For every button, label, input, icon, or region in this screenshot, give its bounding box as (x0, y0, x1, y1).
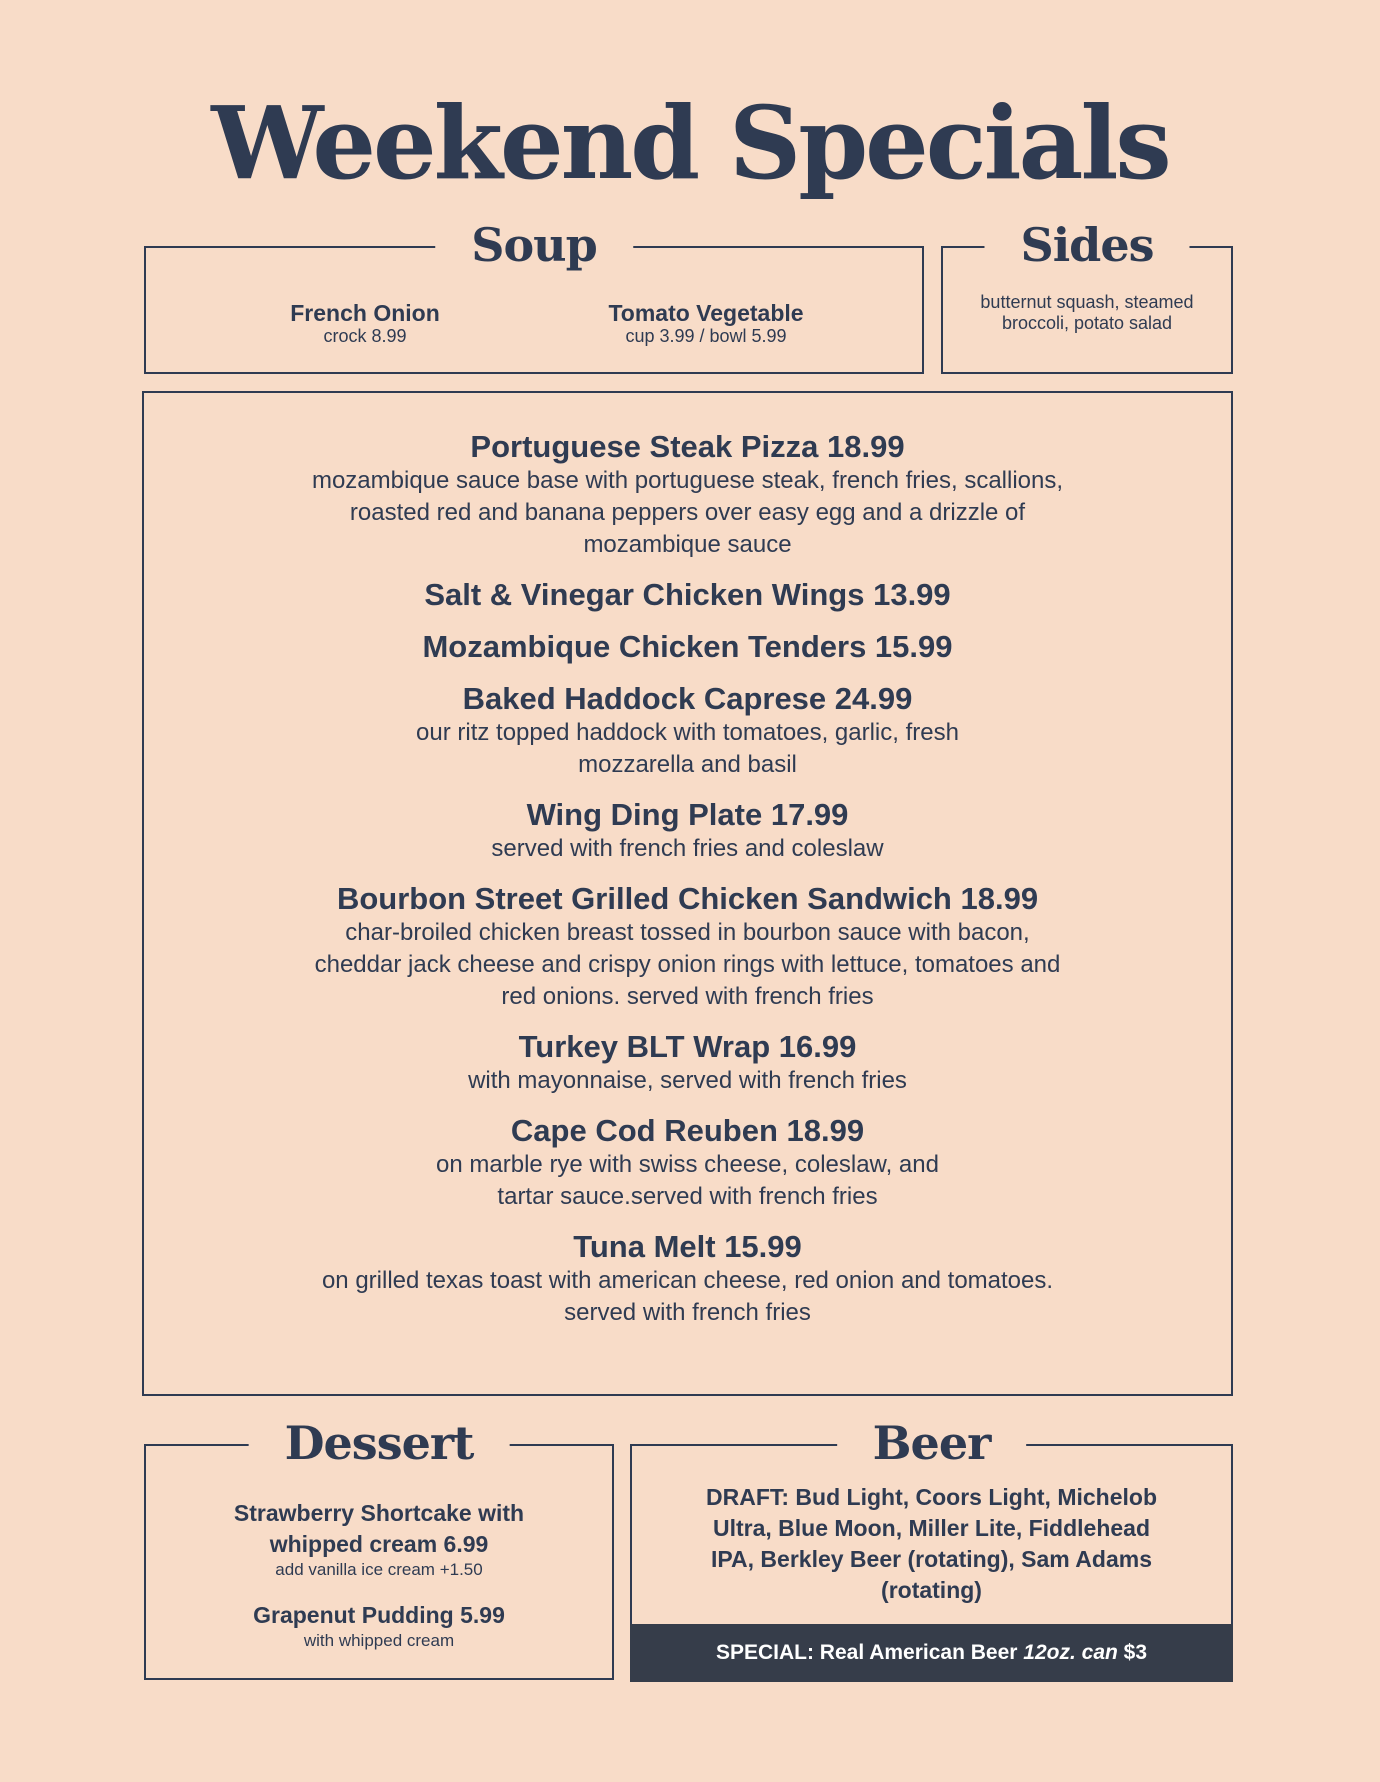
menu-item (144, 797, 1231, 865)
main-specials-section (142, 391, 1233, 1396)
dessert-item-name: Strawberry Shortcake with whipped cream 6.99 (233, 1500, 525, 1557)
menu-item-name: Mozambique Chicken Tenders 15.99 (422, 629, 953, 664)
menu-item (144, 1229, 1231, 1329)
soup-item (215, 300, 515, 346)
menu-item (144, 1029, 1231, 1097)
sides-section (941, 218, 1233, 374)
dessert-item-note: with whipped cream (303, 1631, 455, 1650)
dessert-item-note: add vanilla ice cream +1.50 (275, 1560, 483, 1579)
dessert-item-name: Grapenut Pudding 5.99 (253, 1602, 505, 1628)
beer-special-price: $3 (1117, 1641, 1148, 1664)
dessert-item (146, 1600, 612, 1651)
sides-heading: Sides (984, 216, 1189, 274)
dessert-list (146, 1498, 612, 1671)
menu-item-name: Salt & Vinegar Chicken Wings 13.99 (424, 577, 951, 612)
beer-heading: Beer (837, 1414, 1027, 1472)
main-specials-list (144, 429, 1231, 1345)
menu-item-name: Baked Haddock Caprese 24.99 (462, 681, 913, 716)
menu-item-description: our ritz topped haddock with tomatoes, garlic, fresh mozzarella and basil (416, 719, 959, 778)
page-title: Weekend Specials (211, 84, 1169, 202)
soup-item (556, 300, 856, 346)
soup-item-name: Tomato Vegetable (608, 300, 804, 326)
menu-item (144, 429, 1231, 561)
menu-item-name: Portuguese Steak Pizza 18.99 (470, 429, 905, 464)
menu-item-name: Cape Cod Reuben 18.99 (510, 1113, 865, 1148)
menu-item-description: mozambique sauce base with portuguese steak, french fries, scallions, roasted red and banana peppers over easy egg and a drizzle of mozambique sauce (311, 467, 1064, 558)
menu-item-description: served with french fries and coleslaw (491, 835, 884, 862)
soup-heading: Soup (435, 216, 633, 274)
menu-item (144, 577, 1231, 613)
menu-item-description: with mayonnaise, served with french fries (468, 1067, 907, 1094)
dessert-item (146, 1498, 612, 1580)
menu-item (144, 881, 1231, 1013)
dessert-section (144, 1416, 614, 1680)
menu-item-description: on marble rye with swiss cheese, coleslaw, and tartar sauce.served with french fries (436, 1151, 939, 1210)
soup-item-price: cup 3.99 / bowl 5.99 (625, 326, 787, 346)
soup-section (144, 218, 924, 374)
soup-item-price: crock 8.99 (323, 326, 407, 346)
sides-list: butternut squash, steamed broccoli, potato salad (980, 292, 1194, 333)
menu-item-name: Turkey BLT Wrap 16.99 (518, 1029, 857, 1064)
dessert-heading: Dessert (249, 1414, 510, 1472)
menu-item-name: Wing Ding Plate 17.99 (526, 797, 849, 832)
menu-item-description: on grilled texas toast with american cheese, red onion and tomatoes. served with french fries (321, 1267, 1054, 1326)
menu-item-description: char-broiled chicken breast tossed in bourbon sauce with bacon, cheddar jack cheese and crispy onion rings with lettuce, tomatoes and red onions. served with french fries (314, 919, 1061, 1010)
beer-special-prefix: SPECIAL: Real American Beer (715, 1641, 1024, 1664)
beer-special-size: 12oz. can (1023, 1641, 1118, 1664)
menu-item (144, 1113, 1231, 1213)
soup-item-name: French Onion (290, 300, 440, 326)
menu-item (144, 629, 1231, 665)
menu-item-name: Bourbon Street Grilled Chicken Sandwich 18.99 (336, 881, 1039, 916)
beer-section (630, 1416, 1233, 1682)
menu-item (144, 681, 1231, 781)
beer-draft-list: DRAFT: Bud Light, Coors Light, Michelob Ultra, Blue Moon, Miller Lite, Fiddlehead IPA, Berkley Beer (rotating), Sam Adams (rotating) (706, 1484, 1157, 1603)
beer-special-banner (630, 1624, 1233, 1682)
menu-item-name: Tuna Melt 15.99 (573, 1229, 802, 1264)
